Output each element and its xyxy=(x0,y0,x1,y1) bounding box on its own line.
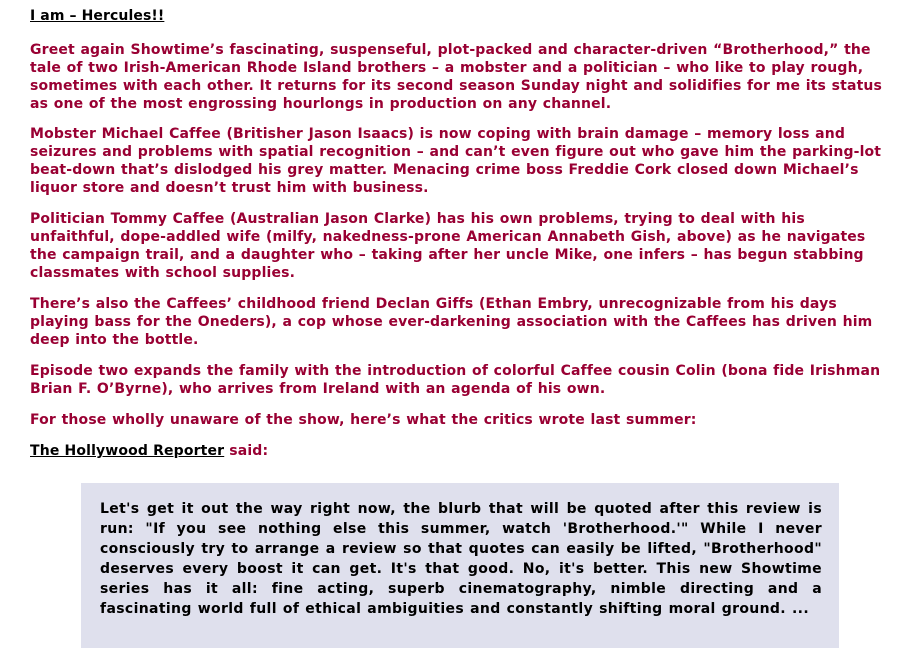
blockquote xyxy=(81,483,839,648)
paragraph-tommy: Politician Tommy Caffee (Australian Jason Clarke) has his own problems, trying to deal with his unfaithful, dope-addled wife (milfy, nakedness-prone American Annabeth Gish, above) as he navigates the campaign trail, and a daughter who – taking after her uncle Mike, one infers – has begun stabbing classmates with school supplies. xyxy=(30,211,866,281)
paragraph-declan: There’s also the Caffees’ childhood friend Declan Giffs (Ethan Embry, unrecognizable from his days playing bass for the Oneders), a cop whose ever-darkening association with the Caffees has driven him deep into the bottle. xyxy=(30,296,873,348)
article-body xyxy=(30,7,890,460)
paragraph-critics-intro: For those wholly unaware of the show, here’s what the critics wrote last summer: xyxy=(30,412,697,428)
paragraph-intro: Greet again Showtime’s fascinating, suspenseful, plot-packed and character-driven “Brotherhood,” the tale of two Irish-American Rhode Island brothers – a mobster and a politician – who like to play rough, sometimes with each other. It returns for its second season Sunday night and solidifies for me its status as one of the most engrossing hourlongs in production on any channel. xyxy=(30,42,883,112)
source-attribution xyxy=(30,442,890,460)
hollywood-reporter-link[interactable]: The Hollywood Reporter xyxy=(30,443,225,459)
paragraph-michael: Mobster Michael Caffee (Britisher Jason Isaacs) is now coping with brain damage – memory loss and seizures and problems with spatial recognition – and can’t even figure out who gave him the parking-lot beat-down that’s dislodged his grey matter. Menacing crime boss Freddie Cork closed down Michael’s liquor store and doesn’t trust him with business. xyxy=(30,126,882,196)
article-title: I am – Hercules!! xyxy=(30,8,165,24)
said-label: said: xyxy=(224,443,269,459)
quote-text: Let's get it out the way right now, the blurb that will be quoted after this review is run: "If you see nothing else this summer, watch 'Brotherhood.'" While I never consciously try to arrange a review so that quotes can easily be lifted, "Brotherhood" deserves every boost it can get. It's that good. No, it's better. This new Showtime series has it all: fine acting, superb cinematography, nimble directing and a fascinating world full of ethical ambiguities and constantly shifting moral ground. ... xyxy=(100,501,822,617)
paragraph-colin: Episode two expands the family with the introduction of colorful Caffee cousin Colin (bona fide Irishman Brian F. O’Byrne), who arrives from Ireland with an agenda of his own. xyxy=(30,363,881,397)
